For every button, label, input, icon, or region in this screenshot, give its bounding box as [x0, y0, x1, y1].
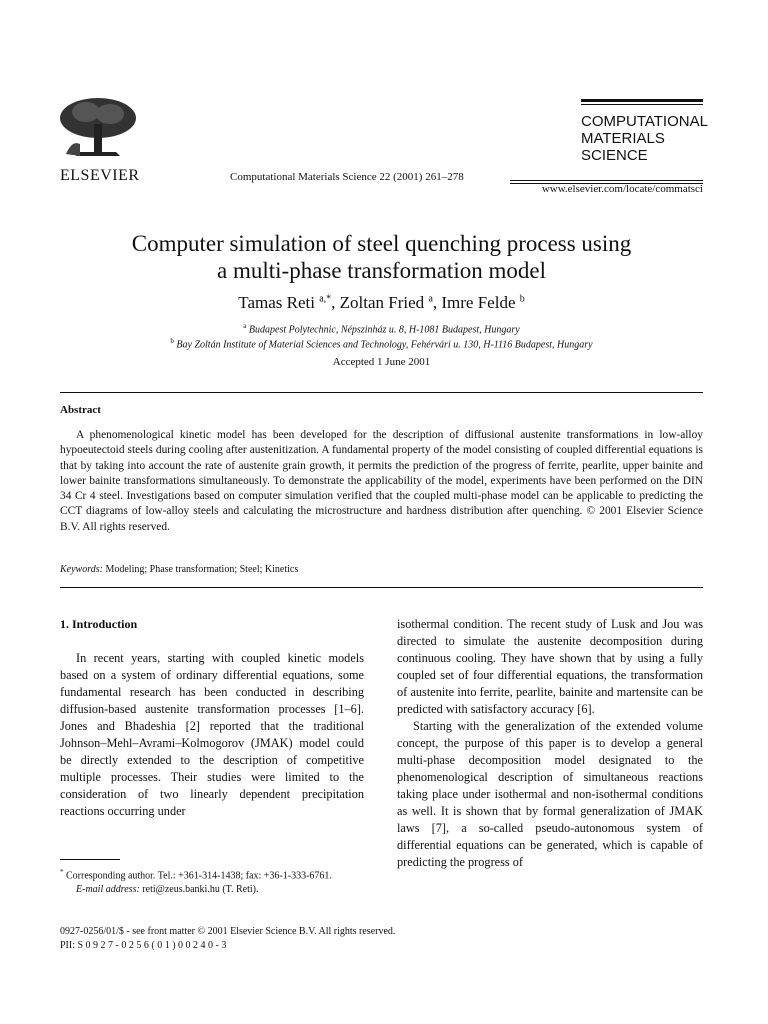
body-paragraph: In recent years, starting with coupled kinetic models based on a system of ordinary differential equations, some fundamental research has been conducted in describing diffusion-based austenite transformation processes [1–6]. Jones and Bhadeshia [2] reported that the traditional Johnson–Mehl–Avrami–Kolmogorov (JMAK) model could be directly extended to the description of competitive multiple processes. Their studies were limited to the consideration of two linearly dependent precipitation reactions occurring under [60, 651, 364, 818]
publisher-name: ELSEVIER [60, 167, 140, 184]
divider [60, 587, 703, 588]
title-line: Computer simulation of steel quenching process using [131, 231, 632, 256]
copyright-line: 0927-0256/01/$ - see front matter © 2001 Elsevier Science B.V. All rights reserved. [60, 926, 396, 937]
author-affiliation-mark: a [428, 293, 433, 305]
journal-rule [581, 104, 703, 105]
affiliation-text: Budapest Polytechnic, Népszinház u. 8, H-1081 Budapest, Hungary [248, 324, 520, 336]
author-list: Tamas Reti $^{a,*}$, Zoltan Fried $^a$, Imre Felde $^b$ [238, 293, 525, 312]
journal-name [581, 113, 708, 164]
author-affiliation-mark: a,* [319, 293, 332, 305]
divider [60, 392, 703, 393]
abstract-heading: Abstract [60, 404, 101, 416]
body-paragraph: Starting with the generalization of the extended volume concept, the purpose of this paper is to develop a general multi-phase decomposition model designated to the phenomenological description of simultaneous reactions taking place under isothermal and non-isothermal conditions as well. It is shown that by formal generalization of JMAK laws [7], a so-called pseudo-autonomous system of differential equations can be generated, which is capable of predicting the progress of [397, 719, 703, 869]
body-paragraph: isothermal condition. The recent study of Lusk and Jou was directed to simulate the austenite decomposition during continuous cooling. They have shown that by using a fully coupled set of four differential equations, the transformation of austenite into ferrite, pearlite, bainite and martensite can be predicted with satisfactory accuracy [6]. [397, 617, 703, 716]
keywords-list: Modeling; Phase transformation; Steel; Kinetics [105, 564, 299, 575]
author-name: Imre Felde [441, 293, 516, 312]
author-name: Tamas Reti [238, 293, 315, 312]
journal-url[interactable]: www.elsevier.com/locate/commatsci [541, 183, 703, 195]
body-column-right [397, 616, 703, 871]
author-name: Zoltan Fried [339, 293, 425, 312]
body-column-left [60, 616, 364, 820]
author-affiliation-mark: b [519, 293, 525, 305]
section-heading: 1. Introduction [60, 617, 138, 631]
journal-rule [510, 180, 703, 181]
journal-name-line: MATERIALS [581, 130, 665, 147]
keywords [60, 564, 298, 575]
footnote [60, 865, 364, 897]
email-label: E-mail address: [76, 884, 140, 896]
footnote-mark: * [60, 868, 64, 876]
accepted-date: Accepted 1 June 2001 [332, 356, 431, 368]
affiliation-mark: b [170, 337, 174, 345]
email-address[interactable]: reti@zeus.banki.hu (T. Reti). [142, 884, 259, 896]
abstract-text: A phenomenological kinetic model has been developed for the description of diffusional austenite transformations in low-alloy hypoeutectoid steels during cooling after austenitization. A fundamental property of the model consisting of coupled differential equations is that by taking into account the rate of austenite grain growth, it permits the prediction of the progress of ferrite, pearlite, upper bainite and lower bainite transformations simultaneously. To demonstrate the applicability of the model, experiments have been performed on the DIN 34 Cr 4 steel. Investigations based on computer simulation verified that the coupled multi-phase model can be applicable to predicting the CCT diagrams of low-alloy steels and calculating the microstructure and hardness distribution after quenching. © 2001 Elsevier Science B.V. All rights reserved. [60, 429, 703, 533]
corresponding-author: Corresponding author. Tel.: +361-314-1438; fax: +36-1-333-6761. [66, 870, 332, 882]
affiliation-text: Bay Zoltán Institute of Material Sciences and Technology, Fehérvári u. 130, H-1116 Budapest, Hungary [176, 339, 593, 351]
paper-title [60, 230, 703, 284]
journal-name-line: COMPUTATIONAL [581, 113, 708, 130]
affiliation [60, 337, 703, 350]
front-matter-info [60, 925, 395, 953]
pii-line: PII: S 0 9 2 7 - 0 2 5 6 ( 0 1 ) 0 0 2 4 0 - 3 [60, 940, 227, 951]
elsevier-tree-logo [56, 96, 140, 160]
title-line: a multi-phase transformation model [217, 258, 546, 283]
journal-rule [581, 99, 703, 102]
journal-citation: Computational Materials Science 22 (2001) 261–278 [230, 171, 464, 183]
affiliation-mark: a [243, 322, 247, 330]
keywords-label: Keywords: [60, 564, 103, 575]
journal-name-line: SCIENCE [581, 147, 648, 164]
footnote-rule [60, 859, 120, 860]
affiliation [60, 322, 703, 335]
